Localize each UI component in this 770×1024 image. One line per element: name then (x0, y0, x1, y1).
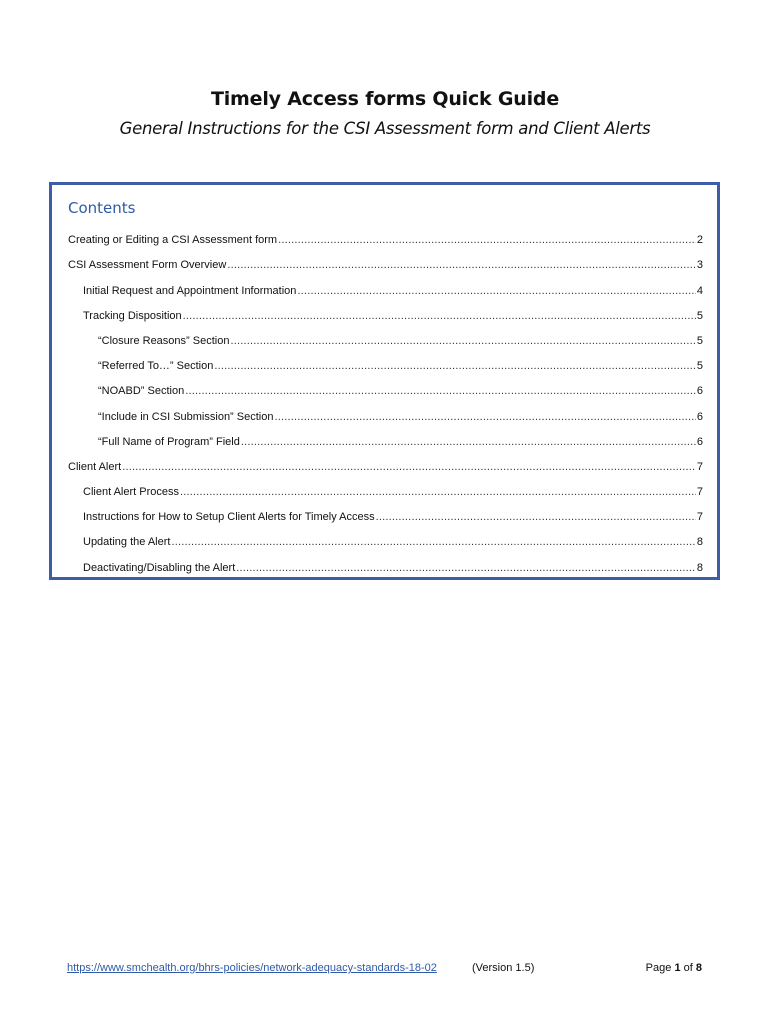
document-subtitle: General Instructions for the CSI Assessment form and Client Alerts (119, 119, 651, 138)
toc-entry[interactable] (68, 398, 703, 423)
toc-entry-title: Client Alert (68, 460, 122, 473)
toc-entry[interactable] (68, 499, 703, 524)
toc-entry[interactable] (68, 373, 703, 398)
toc-entry-title: Client Alert Process (83, 486, 179, 499)
toc-leader-dots (376, 510, 696, 524)
toc-entry[interactable] (68, 298, 703, 323)
toc-entry-title: Updating the Alert (83, 536, 171, 549)
current-page: 1 (674, 962, 681, 974)
toc-entry-page: 5 (696, 309, 703, 322)
toc-leader-dots (274, 410, 695, 424)
toc-entry-page: 8 (696, 561, 703, 574)
toc-leader-dots (278, 233, 696, 247)
toc-entry-title: “Full Name of Program” Field (98, 435, 240, 448)
toc-entry-title: Tracking Disposition (83, 309, 182, 322)
toc-entry-title: Deactivating/Disabling the Alert (83, 561, 236, 574)
toc-heading: Contents (68, 199, 136, 217)
toc-entry-page: 3 (696, 259, 703, 272)
toc-entry-title: “NOABD” Section (98, 385, 185, 398)
toc-entry-page: 2 (696, 234, 703, 247)
toc-leader-dots (241, 435, 696, 449)
toc-entry-page: 6 (696, 435, 703, 448)
toc-entry[interactable] (68, 424, 703, 449)
toc-entry-title: Initial Request and Appointment Information (83, 284, 297, 297)
toc-leader-dots (297, 284, 695, 298)
document-title: Timely Access forms Quick Guide (210, 88, 560, 110)
toc-leader-dots (185, 384, 696, 398)
toc-entry[interactable] (68, 222, 703, 247)
toc-entry-page: 6 (696, 385, 703, 398)
toc-entry-title: “Include in CSI Submission” Section (98, 410, 274, 423)
toc-entry[interactable] (68, 474, 703, 499)
toc-entry-page: 6 (696, 410, 703, 423)
toc-entry-page: 7 (696, 511, 703, 524)
toc-entry[interactable] (68, 449, 703, 474)
toc-leader-dots (236, 561, 696, 575)
toc-entry-page: 8 (696, 536, 703, 549)
toc-entry-title: CSI Assessment Form Overview (68, 259, 227, 272)
toc-leader-dots (171, 535, 695, 549)
page-label: Page (645, 962, 672, 974)
toc-leader-dots (214, 359, 696, 373)
toc-entry[interactable] (68, 549, 703, 574)
toc-entry[interactable] (68, 247, 703, 272)
toc-entry-title: Instructions for How to Setup Client Alerts for Timely Access (83, 511, 375, 524)
toc-leader-dots (122, 460, 696, 474)
page-of-label: of (683, 962, 693, 974)
toc-entry-title: Creating or Editing a CSI Assessment form (68, 234, 278, 247)
toc-entry-page: 5 (696, 334, 703, 347)
toc-entry-page: 7 (696, 486, 703, 499)
toc-entry[interactable] (68, 524, 703, 549)
total-pages: 8 (695, 962, 702, 974)
toc-leader-dots (183, 309, 696, 323)
toc-entry-page: 4 (696, 284, 703, 297)
toc-entry[interactable] (68, 272, 703, 297)
toc-leader-dots (230, 334, 695, 348)
toc-entry-page: 5 (696, 360, 703, 373)
toc-entry[interactable] (68, 348, 703, 373)
toc-entry-title: “Closure Reasons” Section (98, 334, 230, 347)
toc-entry-page: 7 (696, 460, 703, 473)
toc-entry[interactable] (68, 323, 703, 348)
toc-list (68, 222, 703, 575)
toc-entry-title: “Referred To…” Section (98, 360, 214, 373)
table-of-contents (49, 182, 720, 580)
toc-leader-dots (227, 258, 696, 272)
policy-link[interactable]: https://www.smchealth.org/bhrs-policies/network-adequacy-standards-18-02 (67, 962, 437, 974)
toc-leader-dots (180, 485, 696, 499)
version-label: (Version 1.5) (472, 962, 535, 974)
page-number (646, 962, 702, 974)
